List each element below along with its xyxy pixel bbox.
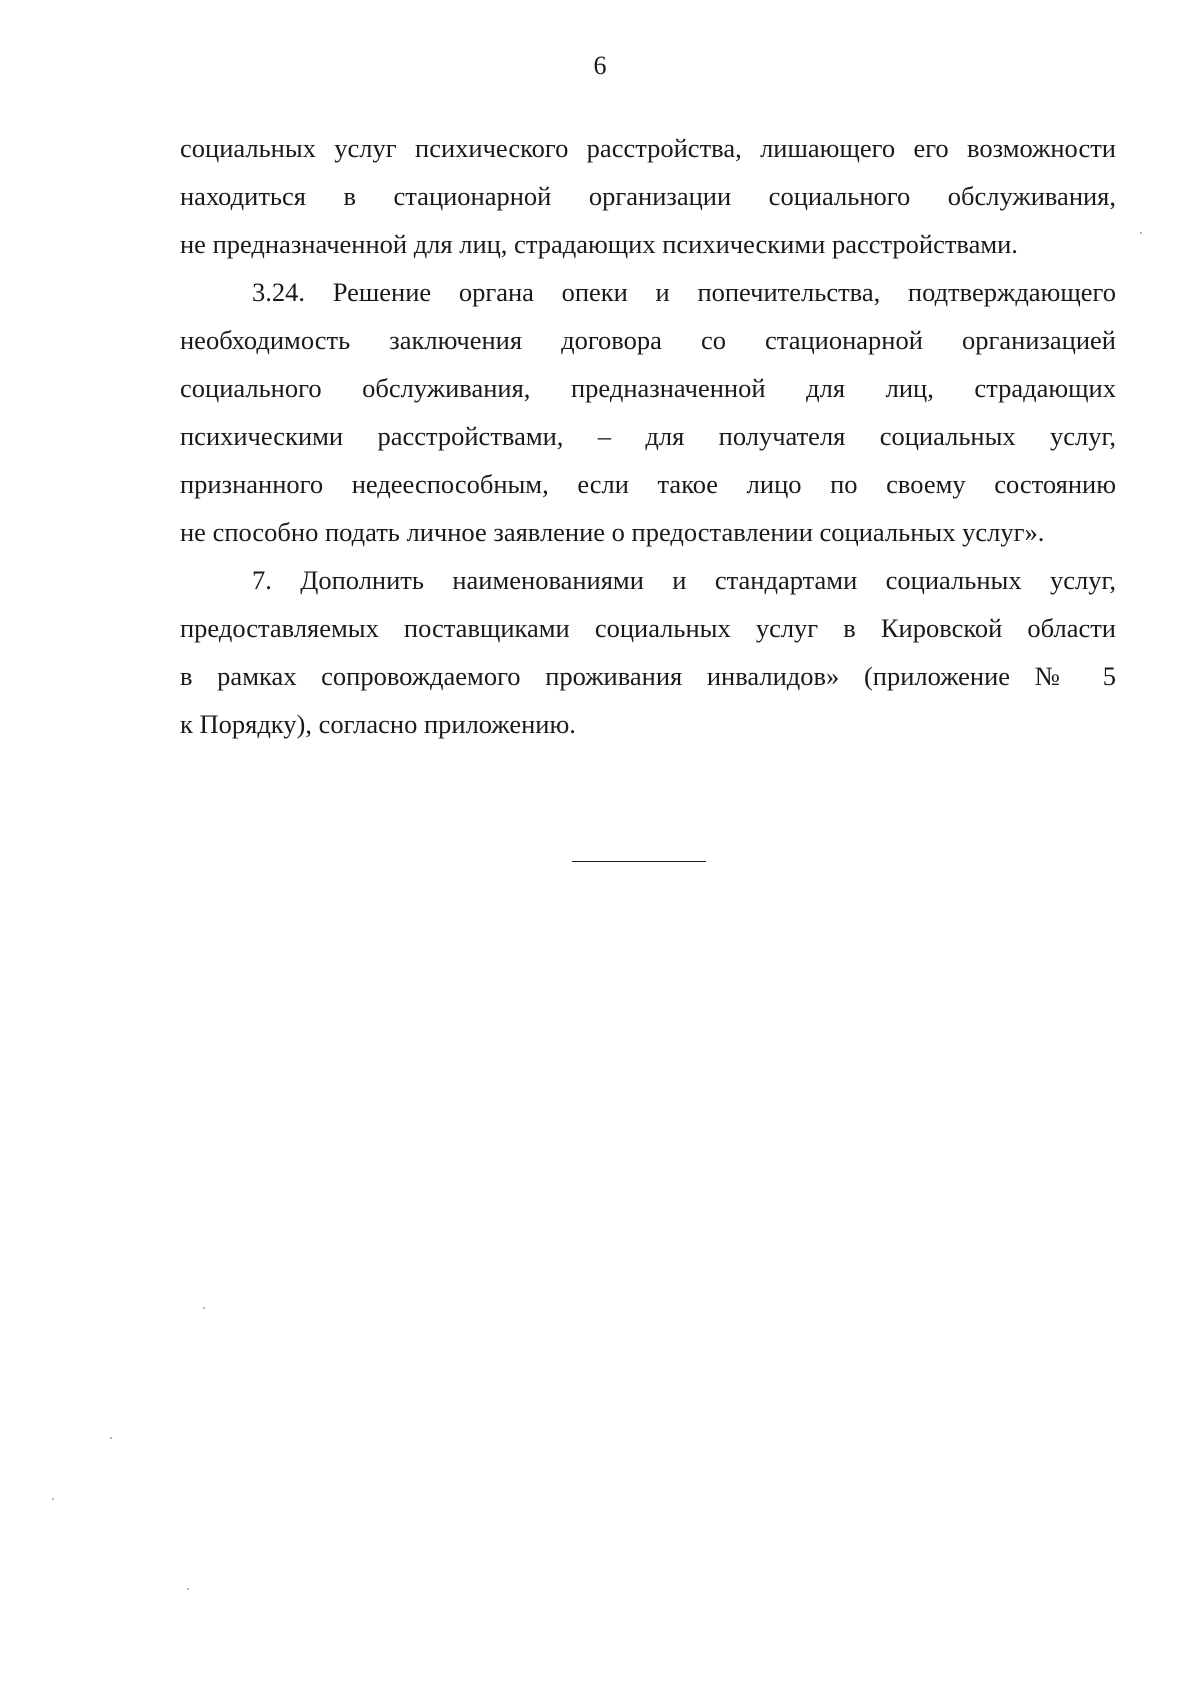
scan-speck (52, 1498, 54, 1500)
paragraph-continuation (180, 124, 1116, 268)
page-number: 6 (593, 51, 607, 80)
text-line: необходимость заключения договора со стационарной организацией (180, 325, 1116, 355)
text-line: в рамках сопровождаемого проживания инвалидов» (приложение № 5 (180, 661, 1116, 691)
paragraph-item-7 (180, 556, 1116, 748)
scan-speck (187, 1588, 189, 1590)
end-of-text-rule (572, 861, 706, 862)
text-line: 3.24. Решение органа опеки и попечительства, подтверждающего (252, 277, 1116, 307)
text-line: психическими расстройствами, – для получателя социальных услуг, (180, 421, 1116, 451)
text-line: находиться в стационарной организации социального обслуживания, (180, 181, 1116, 211)
text-line: признанного недееспособным, если такое лицо по своему состоянию (180, 469, 1116, 499)
text-line: к Порядку), согласно приложению. (180, 709, 576, 739)
text-line: социальных услуг психического расстройства, лишающего его возможности (180, 133, 1116, 163)
text-line: предоставляемых поставщиками социальных услуг в Кировской области (180, 613, 1116, 643)
scan-speck (1140, 232, 1142, 234)
scan-speck (110, 1437, 112, 1439)
paragraph-item-3-24 (180, 268, 1116, 556)
text-line: 7. Дополнить наименованиями и стандартами социальных услуг, (252, 565, 1116, 595)
text-line: социального обслуживания, предназначенной для лиц, страдающих (180, 373, 1116, 403)
text-line: не предназначенной для лиц, страдающих психическими расстройствами. (180, 229, 1018, 259)
scan-speck (203, 1307, 205, 1309)
text-line: не способно подать личное заявление о предоставлении социальных услуг». (180, 517, 1045, 547)
document-body (180, 124, 1116, 748)
